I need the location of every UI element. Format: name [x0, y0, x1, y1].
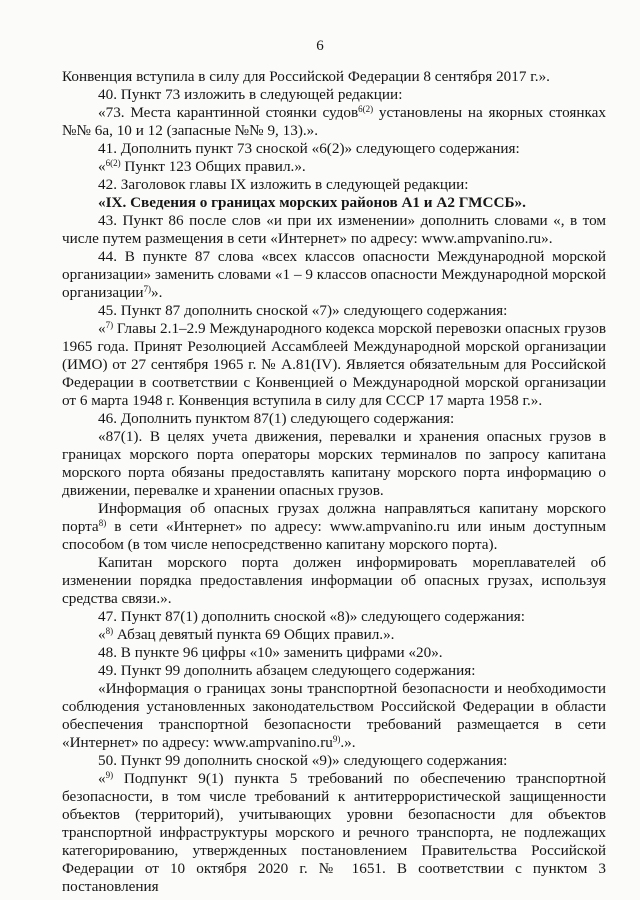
paragraph — [62, 662, 606, 680]
paragraph-text: 40. Пункт 73 изложить в следующей редакции: — [98, 86, 403, 103]
paragraph — [62, 554, 606, 608]
paragraph-text: Пункт 123 Общих правил.». — [120, 158, 306, 175]
paragraph-text: « — [98, 158, 106, 175]
paragraph-text: «73. Места карантинной стоянки судов — [98, 104, 359, 121]
paragraph — [62, 68, 606, 86]
page-number: 6 — [316, 38, 324, 54]
paragraph — [62, 158, 606, 176]
footnote-mark: 9) — [105, 770, 114, 780]
footnote-mark: 6(2) — [358, 104, 374, 114]
footnote-mark: 7) — [105, 320, 114, 330]
paragraph — [62, 302, 606, 320]
paragraph-text: « — [98, 320, 106, 337]
footnote-mark: 7) — [143, 284, 152, 294]
paragraph-text: 42. Заголовок главы IX изложить в следующей редакции: — [98, 176, 469, 193]
paragraph — [62, 320, 606, 410]
paragraph-text: 41. Дополнить пункт 73 сноской «6(2)» следующего содержания: — [98, 140, 520, 157]
paragraph — [62, 410, 606, 428]
paragraph — [62, 212, 606, 248]
document-body — [62, 68, 606, 896]
paragraph-text: .». — [340, 734, 356, 751]
footnote-mark: 9) — [332, 734, 341, 744]
footnote-mark: 8) — [105, 626, 114, 636]
paragraph — [62, 752, 606, 770]
paragraph-text: 49. Пункт 99 дополнить абзацем следующего содержания: — [98, 662, 476, 679]
paragraph-text: 50. Пункт 99 дополнить сноской «9)» следующего содержания: — [98, 752, 508, 769]
paragraph-text: в сети «Интернет» по адресу: www.ampvanino.ru или иным доступным способом (в том числе непосредственно капитану морского порта). — [62, 518, 606, 553]
paragraph — [62, 644, 606, 662]
footnote-mark: 8) — [98, 518, 107, 528]
paragraph-text: 43. Пункт 86 после слов «и при их изменении» дополнить словами «, в том числе путем размещения в сети «Интернет» по адресу: www.ampvanino.ru». — [62, 212, 606, 247]
paragraph-text: Капитан морского порта должен информировать мореплавателей об изменении порядка предоставления информации об опасных грузах, используя средства связи.». — [62, 554, 606, 607]
paragraph-text: 46. Дополнить пунктом 87(1) следующего содержания: — [98, 410, 455, 427]
paragraph — [62, 140, 606, 158]
paragraph — [62, 608, 606, 626]
paragraph-text: «Информация о границах зоны транспортной безопасности и необходимости соблюдения установленных законодательством Российской Федерации в области обеспечения транспортной безопасности требований размещается в сети «Интернет» по адресу: www.ampvanino.ru — [62, 680, 606, 751]
paragraph-text: « — [98, 770, 106, 787]
paragraph-text: установлены на якорных стоянках №№ 6а, 10 и 12 (запасные №№ 9, 13).». — [62, 104, 606, 139]
paragraph — [62, 104, 606, 140]
footnote-mark: 6(2) — [105, 158, 121, 168]
paragraph-text: 44. В пункте 87 слова «всех классов опасности Международной морской организации» заменить словами «1 – 9 классов опасности Международной морской организации — [62, 248, 606, 301]
paragraph-text: 47. Пункт 87(1) дополнить сноской «8)» следующего содержания: — [98, 608, 526, 625]
paragraph-text: 48. В пункте 96 цифры «10» заменить цифрами «20». — [98, 644, 443, 661]
paragraph — [62, 770, 606, 896]
chapter-heading — [62, 194, 606, 212]
paragraph-text: Подпункт 9(1) пункта 5 требований по обеспечению транспортной безопасности, в том числе требований к антитеррористической защищенности объектов (территорий), учитывающих уровни безопасности для объектов транспортной инфраструктуры морского и речного транспорта, не подлежащих категорированию, утвержденных постановлением Правительства Российской Федерации от 10 октября 2020 г. № 1651. В соответствии с пунктом 3 постановления — [62, 770, 606, 895]
paragraph-text: «IX. Сведения о границах морских районов А1 и А2 ГМССБ». — [98, 194, 526, 211]
paragraph-text: Информация об опасных грузах должна направляться капитану морского порта — [62, 500, 606, 535]
paragraph — [62, 500, 606, 554]
paragraph-text: 45. Пункт 87 дополнить сноской «7)» следующего содержания: — [98, 302, 508, 319]
paragraph — [62, 86, 606, 104]
paragraph-text: ». — [151, 284, 163, 301]
paragraph-text: Главы 2.1–2.9 Международного кодекса морской перевозки опасных грузов 1965 года. Принят Резолюцией Ассамблеей Международной морской организации (ИМО) от 27 сентября 1965 г. № А.81(IV). Является обязательным для Российской Федерации в соответствии с Конвенцией о Международной морской организации от 6 марта 1948 г. Конвенция вступила в силу для СССР 17 марта 1958 г.». — [62, 320, 606, 409]
paragraph — [62, 176, 606, 194]
paragraph — [62, 626, 606, 644]
paragraph — [62, 248, 606, 302]
paragraph-text: «87(1). В целях учета движения, перевалки и хранения опасных грузов в границах морского порта операторы морских терминалов по запросу капитана морского порта обязаны предоставлять капитану морского порта информацию о движении, перевалке и хранении опасных грузов. — [62, 428, 606, 499]
paragraph-text: « — [98, 626, 106, 643]
paragraph — [62, 680, 606, 752]
paragraph-text: Абзац девятый пункта 69 Общих правил.». — [113, 626, 395, 643]
paragraph-text: Конвенция вступила в силу для Российской Федерации 8 сентября 2017 г.». — [62, 68, 550, 85]
paragraph — [62, 428, 606, 500]
